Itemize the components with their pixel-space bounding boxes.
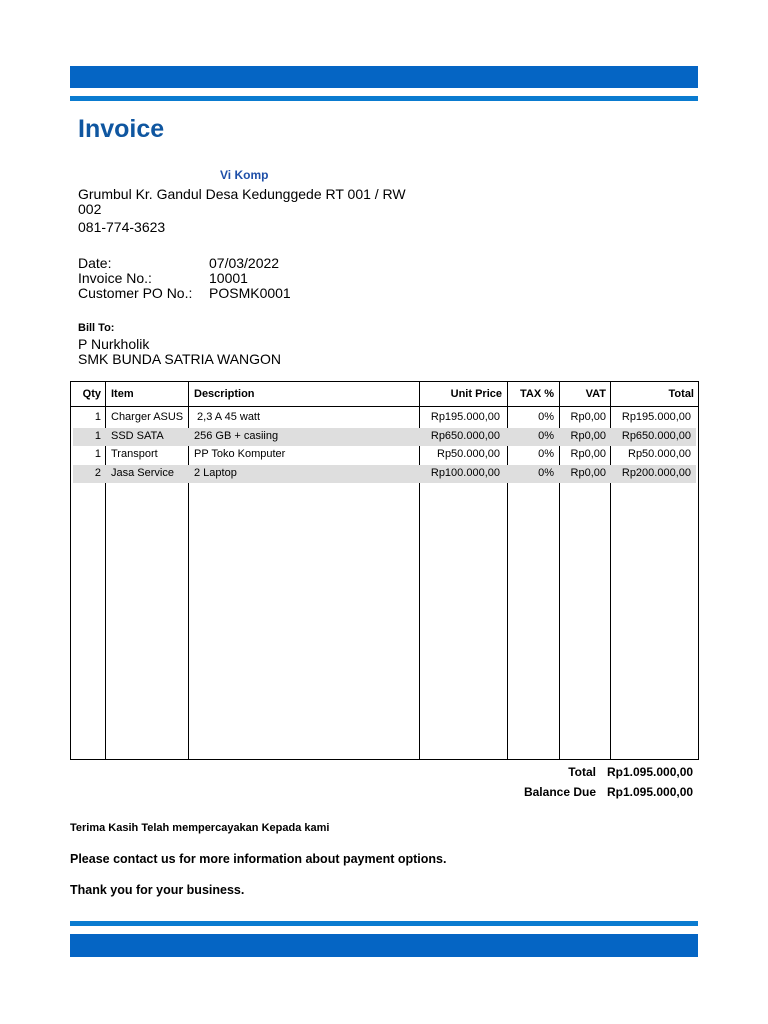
cell-unit-price: Rp50.000,00 [437, 448, 500, 460]
cell-description: PP Toko Komputer [194, 448, 286, 460]
cell-qty: 2 [94, 467, 101, 479]
contact-note: Please contact us for more information about payment options. [70, 852, 447, 866]
top-accent-bar [70, 66, 698, 88]
invoice-number-row [78, 270, 248, 286]
cell-item: SSD SATA [111, 430, 164, 442]
cell-vat: Rp0,00 [570, 448, 606, 460]
invoice-date-row [78, 255, 279, 271]
header-unit-price: Unit Price [450, 388, 502, 400]
cell-item: Charger ASUS [111, 411, 184, 423]
header-tax: TAX % [519, 388, 554, 400]
cell-qty: 1 [94, 411, 101, 423]
bill-to-label: Bill To: [78, 322, 115, 334]
balance-due-value: Rp1.095.000,00 [607, 785, 694, 799]
header-vat: VAT [585, 388, 606, 400]
cell-total: Rp195.000,00 [621, 411, 691, 423]
bill-to-organization: SMK BUNDA SATRIA WANGON [78, 351, 282, 367]
cell-unit-price: Rp100.000,00 [430, 467, 500, 479]
cell-vat: Rp0,00 [570, 467, 606, 479]
cell-tax: 0% [538, 430, 554, 442]
cell-item: Transport [111, 448, 158, 460]
header-description: Description [194, 388, 255, 400]
cell-total: Rp200.000,00 [621, 467, 691, 479]
header-item: Item [111, 388, 134, 400]
cell-description: 256 GB + casiing [194, 430, 279, 442]
total-label: Total [568, 765, 596, 779]
top-accent-line [70, 96, 698, 101]
cell-unit-price: Rp195.000,00 [430, 411, 500, 423]
bottom-accent-bar [70, 934, 698, 957]
balance-due-label: Balance Due [523, 785, 596, 799]
customer-po-value: POSMK0001 [209, 285, 291, 301]
thanks-note: Terima Kasih Telah mempercayakan Kepada kami [70, 822, 330, 834]
total-value: Rp1.095.000,00 [607, 765, 694, 779]
date-value: 07/03/2022 [209, 255, 280, 271]
cell-item: Jasa Service [111, 467, 174, 479]
cell-vat: Rp0,00 [570, 411, 606, 423]
bottom-accent-line [70, 921, 698, 926]
cell-tax: 0% [538, 448, 554, 460]
cell-tax: 0% [538, 467, 554, 479]
business-note: Thank you for your business. [70, 883, 245, 897]
date-label: Date: [78, 255, 112, 271]
invoice-number-value: 10001 [209, 270, 248, 286]
cell-vat: Rp0,00 [570, 430, 606, 442]
cell-total: Rp50.000,00 [628, 448, 691, 460]
cell-unit-price: Rp650.000,00 [430, 430, 500, 442]
cell-description: 2,3 A 45 watt [194, 411, 261, 423]
cell-description: 2 Laptop [194, 467, 237, 479]
header-total: Total [668, 388, 694, 400]
cell-qty: 1 [94, 430, 101, 442]
company-address: Grumbul Kr. Gandul Desa Kedunggede RT 001 / RW 002 [78, 186, 406, 217]
page-title: Invoice [78, 115, 165, 143]
invoice-number-label: Invoice No.: [78, 270, 152, 286]
customer-po-row [78, 285, 291, 301]
header-qty: Qty [82, 388, 101, 400]
cell-tax: 0% [538, 411, 554, 423]
customer-po-label: Customer PO No.: [78, 285, 193, 301]
cell-total: Rp650.000,00 [621, 430, 691, 442]
company-name: Vi Komp [220, 168, 269, 182]
line-items-table [70, 381, 699, 760]
bill-to-name: P Nurkholik [78, 336, 150, 352]
header-divider [71, 406, 698, 407]
cell-qty: 1 [94, 448, 101, 460]
company-phone: 081-774-3623 [78, 219, 166, 235]
